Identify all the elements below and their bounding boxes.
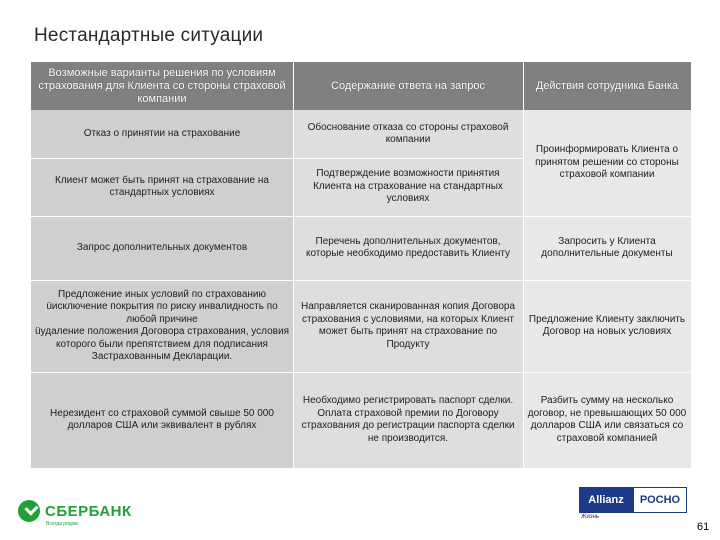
- row4-situation-line3: üудаление положения Договора страхования, условия которого были препятствием для подписания Застрахованным Декларации.: [35, 326, 289, 362]
- row4-situation-line1: Предложение иных условий по страхованию: [57, 288, 267, 300]
- row3-response: Перечень дополнительных документов, которые необходимо предоставить Клиенту: [293, 216, 523, 280]
- row3-situation: Запрос дополнительных документов: [31, 216, 293, 280]
- situations-table: [31, 62, 691, 468]
- row2-situation: Клиент может быть принят на страхование на стандартных условиях: [31, 158, 293, 216]
- header-response: Содержание ответа на запрос: [293, 62, 523, 110]
- zhizn-label: Жизнь: [581, 514, 600, 520]
- row3-action: Запросить у Клиента дополнительные документы: [523, 216, 691, 280]
- allianz-rosno-logo: [579, 487, 687, 513]
- row4-action: Предложение Клиенту заключить Договор на новых условиях: [523, 280, 691, 372]
- row2-response: Подтверждение возможности принятия Клиента на страхование на стандартных условиях: [293, 158, 523, 216]
- row4-response: Направляется сканированная копия Договора страхования с условиями, на которых Клиент может быть принят на страхование по Продукту: [293, 280, 523, 372]
- row1-situation: Отказ о принятии на страхование: [31, 110, 293, 158]
- sberbank-name: СБЕРБАНК: [45, 502, 132, 520]
- row5-response: Необходимо регистрировать паспорт сделки. Оплата страховой премии по Договору страхования до регистрации паспорта сделки не производится.: [293, 372, 523, 468]
- row4-situation: [31, 280, 293, 372]
- slide-title: Нестандартные ситуации: [34, 25, 264, 46]
- sberbank-logo: [18, 500, 132, 522]
- sberbank-tagline: Всегда рядом: [46, 521, 78, 527]
- row4-situation-line2: üисключение покрытия по риску инвалидность по любой причине: [46, 301, 278, 325]
- allianz-label: Allianz: [579, 487, 633, 513]
- rows1-2-action: Проинформировать Клиента о принятом решении со стороны страховой компании: [523, 110, 691, 216]
- header-actions: Действия сотрудника Банка: [523, 62, 691, 110]
- divider: [31, 216, 691, 217]
- sberbank-check-icon: [18, 500, 40, 522]
- divider: [31, 158, 523, 159]
- rosno-label: РОСНО: [633, 487, 687, 513]
- row5-situation: Нерезидент со страховой суммой свыше 50 000 долларов США или эквивалент в рублях: [31, 372, 293, 468]
- header-options: Возможные варианты решения по условиям страхования для Клиента со стороны страховой компании: [31, 62, 293, 110]
- divider: [293, 62, 294, 468]
- divider: [31, 280, 691, 281]
- divider: [523, 62, 524, 468]
- divider: [31, 372, 691, 373]
- page-number: 61: [697, 521, 710, 533]
- row5-action: Разбить сумму на несколько договор, не превышающих 50 000 долларов США или связаться со страховой компанией: [523, 372, 691, 468]
- row1-response: Обоснование отказа со стороны страховой компании: [293, 110, 523, 158]
